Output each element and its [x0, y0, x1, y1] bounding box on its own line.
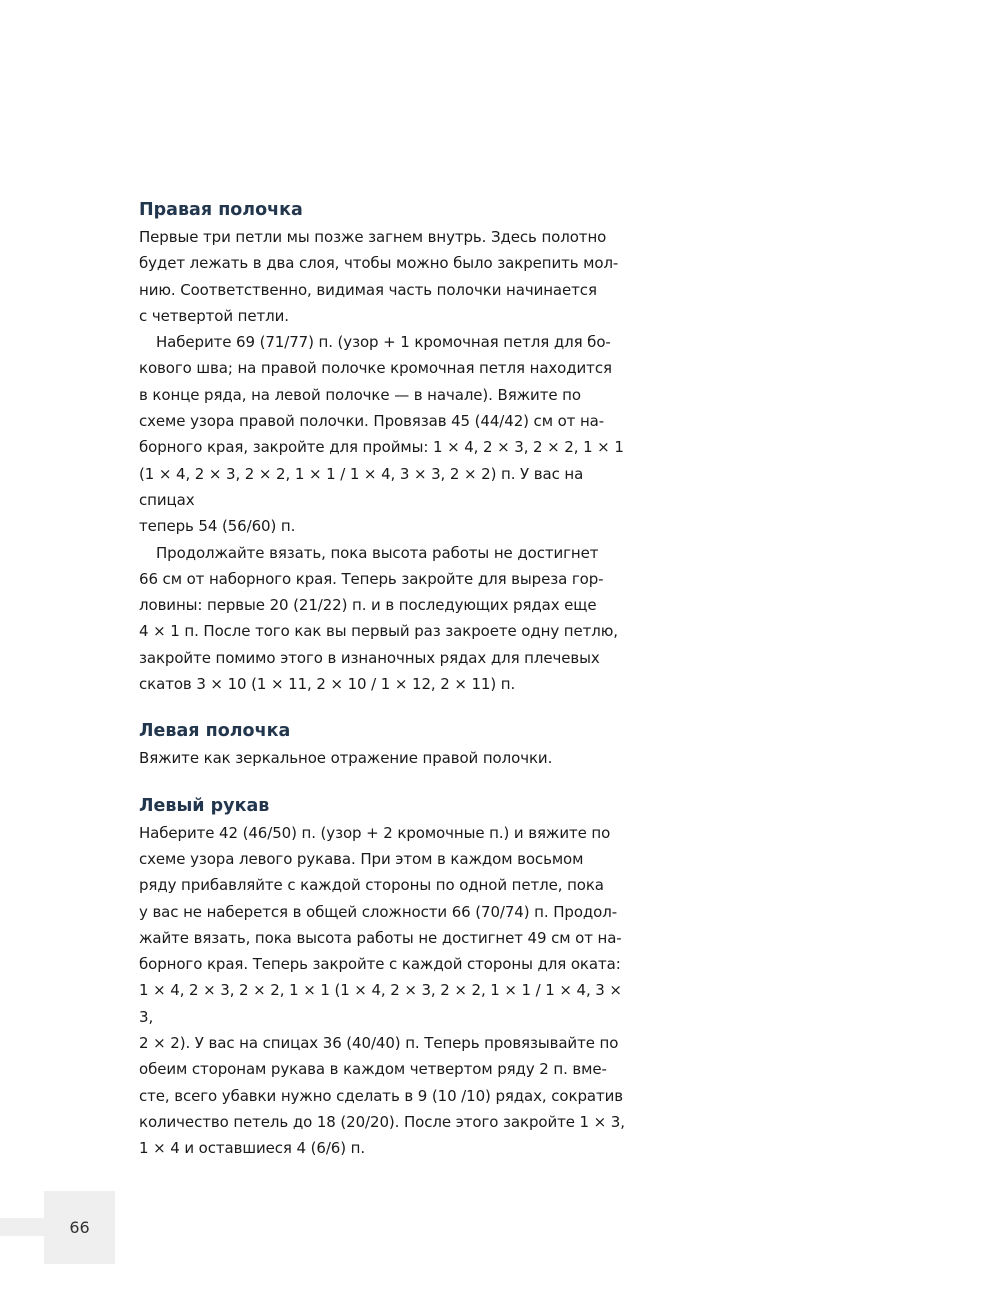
- paragraph: Продолжайте вязать, пока высота работы не достигнет 66 см от наборного края. Теперь закройте для выреза гор- ловины: первые 20 (21/22) п. и в последующих рядах еще 4 × 1 п. После того как вы первый раз закроете одну петлю, закройте помимо этого в изнаночных рядах для плечевых скатов 3 × 10 (1 × 11, 2 × 10 / 1 × 12, 2 × 11) п.: [139, 543, 618, 694]
- page-number: 66: [69, 1218, 90, 1237]
- paragraph: Первые три петли мы позже загнем внутрь. Здесь полотно будет лежать в два слоя, чтобы можно было закрепить мол- нию. Соответственно, видимая часть полочки начинается с четвертой петли.: [139, 228, 619, 325]
- paragraph: Вяжите как зеркальное отражение правой полочки.: [139, 749, 553, 768]
- section-left-sleeve: [139, 792, 629, 1162]
- section-right-front: [139, 196, 629, 697]
- paragraph: Наберите 69 (71/77) п. (узор + 1 кромочная петля для бо- кового шва; на правой полочке кромочная петля находится в конце ряда, на левой полочке — в начале). Вяжите по схеме узора правой полочки. Провязав 45 (44/42) см от на- борного края, закройте для проймы: 1 × 4, 2 × 3, 2 × 2, 1 × 1 (1 × 4, 2 × 3, 2 × 2, 1 × 1 / 1 × 4, 3 × 3, 2 × 2) п. У вас на спицах теперь 54 (56/60) п.: [139, 333, 624, 536]
- section-heading: Левый рукав: [139, 795, 270, 816]
- page-edge-strip: [0, 1218, 44, 1236]
- section-heading: Правая полочка: [139, 200, 303, 220]
- paragraph: Наберите 42 (46/50) п. (узор + 2 кромочные п.) и вяжите по схеме узора левого рукава. При этом в каждом восьмом ряду прибавляйте с каждой стороны по одной петле, пока у вас не наберется в общей сложности 66 (70/74) п. Продол- жайте вязать, пока высота работы не достигнет 49 см от на- борного края. Теперь закройте с каждой стороны для оката: 1 × 4, 2 × 3, 2 × 2, 1 × 1 (1 × 4, 2 × 3, 2 × 2, 1 × 1 / 1 × 4, 3 × 3, 2 × 2). У вас на спицах 36 (40/40) п. Теперь провязывайте по обеим сторонам рукава в каждом четвертом ряду 2 п. вме- сте, всего убавки нужно сделать в 9 (10 /10) рядах, сократив количество петель до 18 (20/20). После этого закройте 1 × 3, 1 × 4 и оставшиеся 4 (6/6) п.: [139, 823, 625, 1158]
- page-content: [139, 196, 629, 1162]
- section-left-front: [139, 717, 629, 771]
- section-heading: Левая полочка: [139, 721, 291, 742]
